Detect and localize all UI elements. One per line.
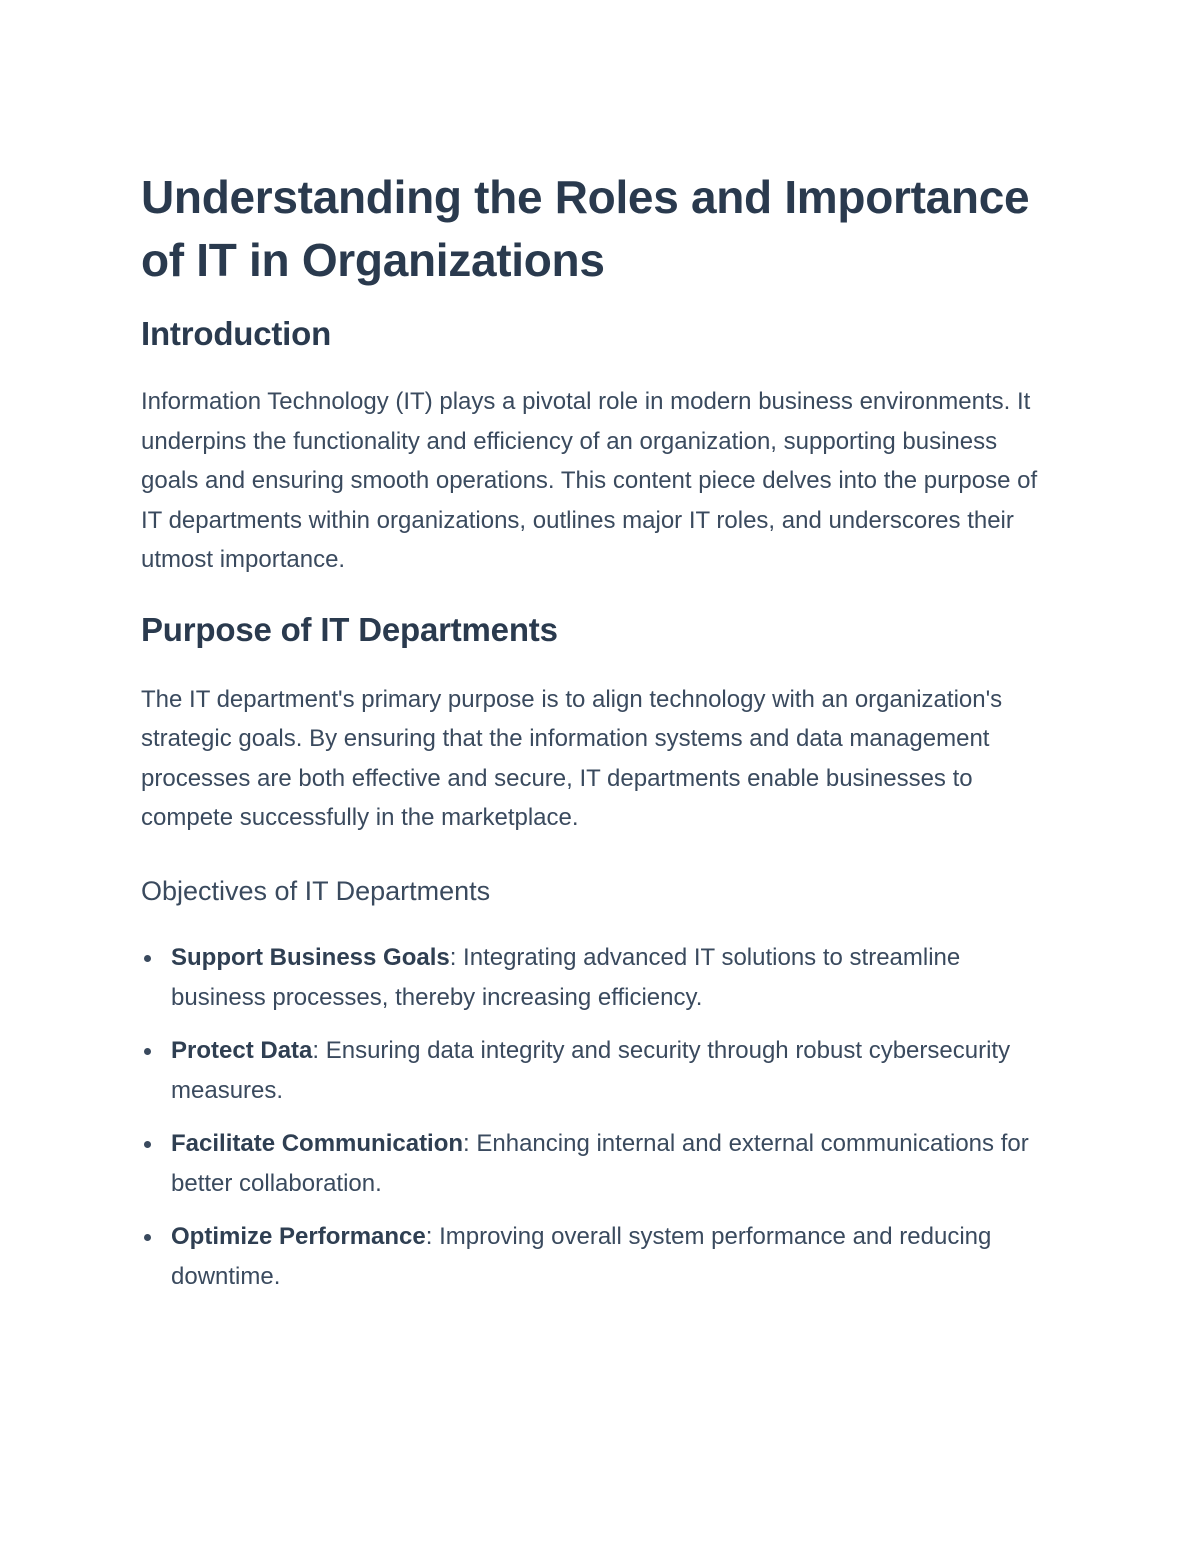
bullet-icon [144, 1048, 151, 1055]
purpose-heading: Purpose of IT Departments [141, 610, 558, 648]
objective-description: : Ensuring data integrity and security through robust cybersecurity measures. [171, 1036, 1011, 1104]
list-item [141, 938, 1061, 1018]
objective-description: : Enhancing internal and external communications for better collaboration. [171, 1129, 1029, 1197]
purpose-paragraph: The IT department's primary purpose is to align technology with an organization's strategic goals. By ensuring that the information systems and data management processes are both effective and secure, IT departments enable businesses to compete successfully in the marketplace. [141, 685, 1003, 831]
objective-description: : Improving overall system performance and reducing downtime. [171, 1222, 992, 1290]
objective-term: Protect Data [171, 1036, 313, 1064]
objective-term: Support Business Goals [171, 943, 450, 971]
bullet-icon [144, 1234, 151, 1241]
introduction-heading: Introduction [141, 315, 332, 352]
bullet-icon [144, 1141, 151, 1148]
document-page [141, 166, 1061, 1310]
bullet-icon [144, 955, 151, 962]
list-item [141, 1031, 1061, 1111]
objective-term: Facilitate Communication [171, 1129, 464, 1157]
objectives-list [141, 938, 1061, 1297]
objective-term: Optimize Performance [171, 1222, 426, 1250]
list-item [141, 1217, 1061, 1297]
list-item [141, 1124, 1061, 1204]
introduction-paragraph: Information Technology (IT) plays a pivotal role in modern business environments. It underpins the functionality and efficiency of an organization, supporting business goals and ensuring smooth operations. This content piece delves into the purpose of IT departments within organizations, outlines major IT roles, and underscores their utmost importance. [141, 388, 1038, 573]
objectives-heading: Objectives of IT Departments [141, 875, 491, 906]
document-title: Understanding the Roles and Importance of IT in Organizations [141, 171, 1030, 286]
objective-description: : Integrating advanced IT solutions to streamline business processes, thereby increasing efficiency. [171, 943, 961, 1011]
